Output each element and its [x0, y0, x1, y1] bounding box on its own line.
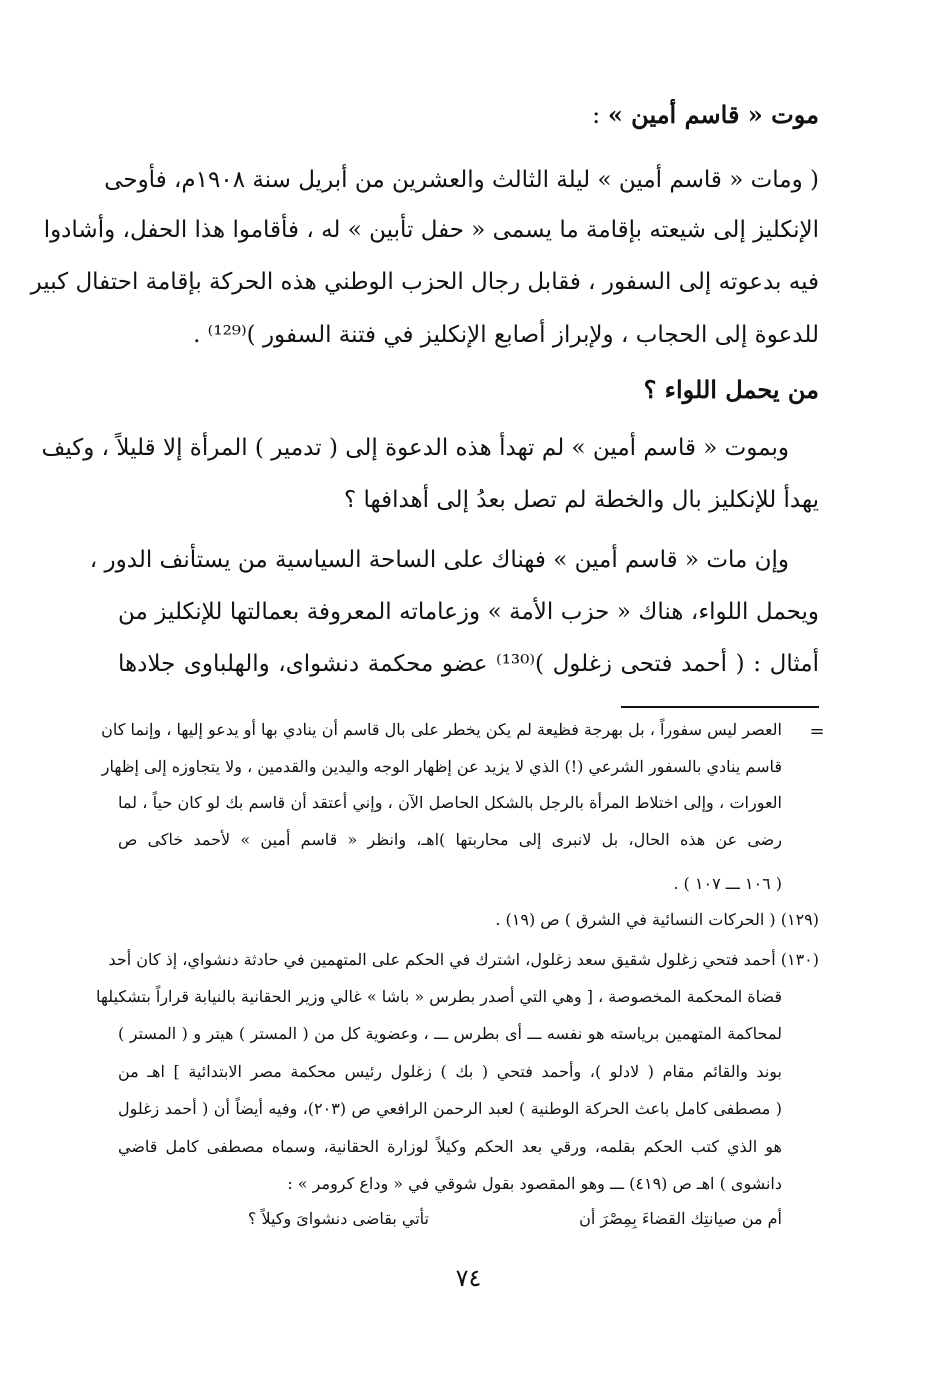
- footnote-130-line: ( مصطفى كامل باعث الحركة الوطنية ) لعبد الرحمن الرافعي ص (٢٠٣)، وفيه أيضاً أن ( أحمد زغلول: [118, 1099, 783, 1118]
- footnote-130-line: هو الذي كتب الحكم بقلمه، ورقي بعد الحكم وكيلاً لوزارة الحقانية، وسماه مصطفى كامل قاضي: [118, 1137, 782, 1156]
- paragraph-line: فيه بدعوته إلى السفور ، فقابل رجال الحزب الوطني هذه الحركة بإقامة احتفال كبير: [30, 269, 819, 295]
- footnote-130-line: لمحاكمة المتهمين برياسته هو نفسه ـــ أى بطرس ـــ ، وعضوية كل من ( المستر ) هيتر و ( المستر ): [118, 1024, 782, 1043]
- paragraph-line: وإن مات « قاسم أمين » فهناك على الساحة السياسية من يستأنف الدور ،: [89, 547, 789, 573]
- paragraph-line: أمثال : ( أحمد فتحى زغلول )⁽¹³⁰⁾ عضو محكمة دنشواى، والهلباوى جلادها: [118, 651, 819, 677]
- paragraph-line: يهدأ للإنكليز بال والخطة لم تصل بعدُ إلى أهدافها ؟: [343, 487, 819, 513]
- page-number: ٧٤: [455, 1264, 482, 1292]
- footnote-130-line: دانشوى ) اهـ ص (٤١٩) ـــ وهو المقصود بقول شوقي في « وداع كرومر » :: [287, 1174, 782, 1193]
- footnote-129: (١٢٩) ( الحركات النسائية في الشرق ) ص (١٩) .: [495, 910, 819, 929]
- footnote-line: العصر ليس سفوراً ، بل بهرجة فظيعة لم يكن يخطر على بال قاسم أن ينادي بها أو يدعو إليها ، وإنما كان: [101, 720, 782, 739]
- verse-first-hemistich: أم من صيانتِك القضاءَ بِمِصْرَ أن: [579, 1209, 782, 1228]
- heading-colon: :: [592, 101, 608, 129]
- paragraph-line: الإنكليز إلى شيعته بإقامة ما يسمى « حفل تأبين » له ، فأقاموا هذا الحفل، وأشادوا: [43, 217, 819, 243]
- footnote-130-line: بوند والقائم مقام ( لادلو )، وأحمد فتحي ( بك ) زغلول رئيس محكمة مصر الابتدائية ] اهـ من: [118, 1062, 782, 1081]
- footnote-line: ( ١٠٦ ـــ ١٠٧ ) .: [673, 874, 782, 893]
- section-heading-who-carries-banner: من يحمل اللواء ؟: [643, 375, 819, 404]
- footnote-line: العورات ، وإلى اختلاط المرأة بالرجل بالشكل الحاصل الآن ، وإني أعتقد أن قاسم بك لو كان حياً ، لما: [118, 793, 782, 812]
- paragraph-line: ( ومات « قاسم أمين » ليلة الثالث والعشرين من أبريل سنة ١٩٠٨م، فأوحى: [104, 167, 819, 193]
- verse-second-hemistich: تأتي بقاضى دنشواىَ وكيلاً ؟: [247, 1209, 429, 1228]
- footnote-separator-rule: [621, 706, 819, 708]
- heading-text: موت « قاسم أمين »: [607, 100, 819, 129]
- section-heading-death-qasim-amin: [592, 100, 819, 129]
- footnote-130-line: (١٣٠) أحمد فتحي زغلول شقيق سعد زغلول، اشترك في الحكم على المتهمين في حادثة دنشواي، إذ كان أحد: [108, 950, 819, 969]
- paragraph-line: وبموت « قاسم أمين » لم تهدأ هذه الدعوة إلى ( تدمير ) المرأة إلا قليلاً ، وكيف: [41, 435, 789, 461]
- footnote-130-line: قضاة المحكمة المخصوصة ، [ وهي التي أصدر بطرس « باشا » غالي وزير الحقانية بالنيابة قراراً بتشكيلها: [96, 987, 782, 1006]
- footnote-line: رضى عن هذه الحال، بل لانبرى إلى محاربتها )اهـ، وانظر « قاسم أمين » لأحمد خاكى ص: [118, 830, 782, 849]
- paragraph-line: ويحمل اللواء، هناك « حزب الأمة » وزعاماته المعروفة بعمالتها للإنكليز من: [118, 599, 819, 625]
- footnote-line: قاسم ينادي بالسفور الشرعي (!) الذي لا يزيد عن إظهار الوجه واليدين والقدمين ، ولا يتجاوزه إلى إظهار: [101, 757, 782, 776]
- paragraph-line: للدعوة إلى الحجاب ، ولإبراز أصابع الإنكليز في فتنة السفور )⁽¹²⁹⁾ .: [193, 322, 819, 348]
- footnote-continuation-marker: =: [809, 721, 825, 742]
